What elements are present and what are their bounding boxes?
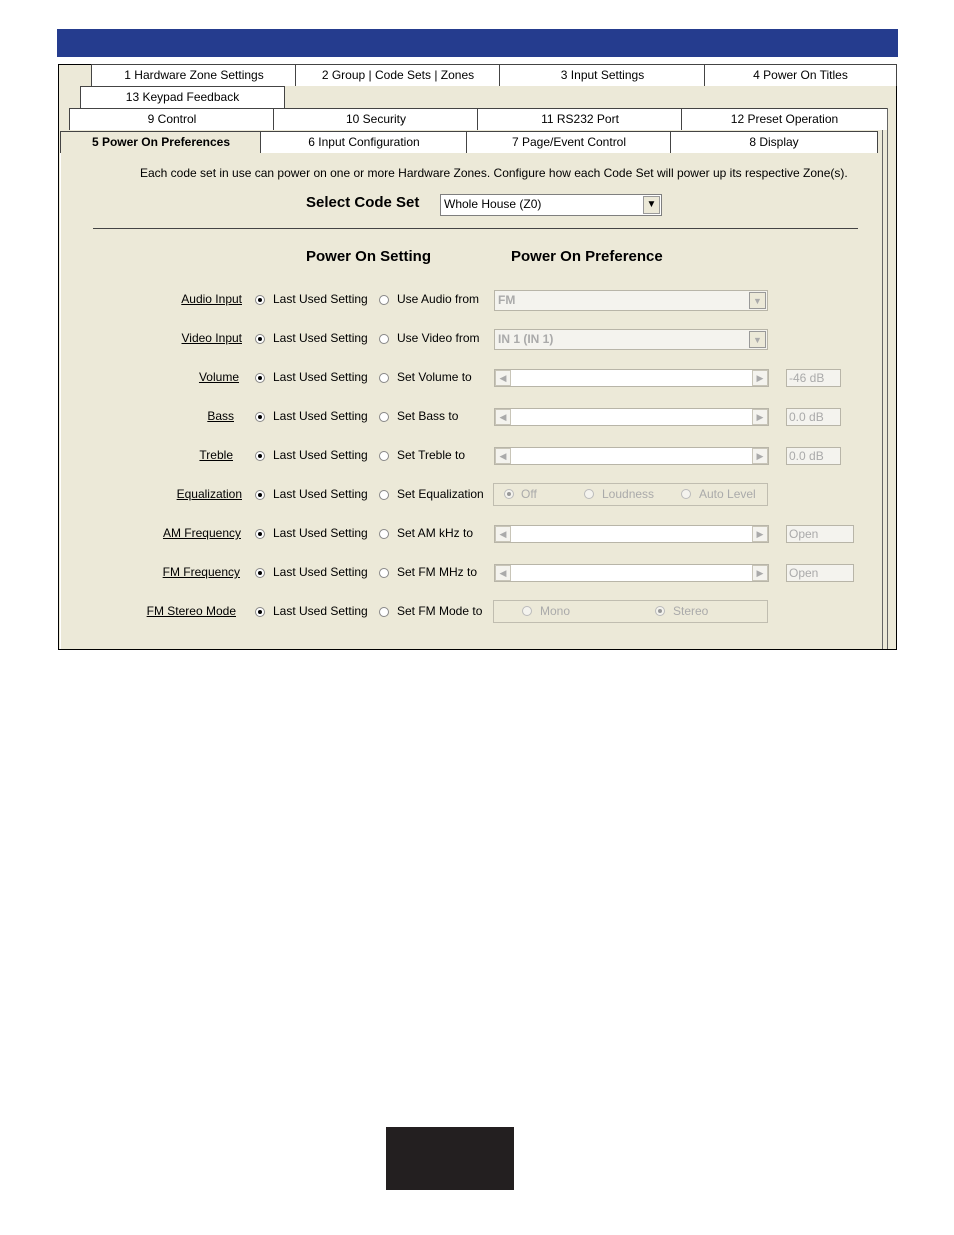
tab-page-event-control[interactable]: 7 Page/Event Control [466, 131, 672, 153]
tab-preset-operation[interactable]: 12 Preset Operation [681, 108, 888, 130]
am-frequency-value: Open [786, 525, 854, 543]
audio-source-select[interactable] [494, 290, 768, 311]
audio-source-value: FM [498, 293, 516, 307]
eq-set-label: Set Equalization [397, 487, 484, 501]
tab-group-code-sets-zones[interactable]: 2 Group | Code Sets | Zones [295, 64, 501, 86]
last-used-label: Last Used Setting [273, 604, 368, 618]
fm-stereo-mode-label: FM Stereo Mode [146, 604, 236, 618]
treble-last-used-radio[interactable] [255, 451, 265, 461]
am-last-used-radio[interactable] [255, 529, 265, 539]
volume-set-label: Set Volume to [397, 370, 472, 384]
video-source-select[interactable] [494, 329, 768, 350]
treble-set-radio[interactable] [379, 451, 389, 461]
video-use-from-radio[interactable] [379, 334, 389, 344]
eq-off-radio[interactable] [504, 489, 514, 499]
tab-display[interactable]: 8 Display [670, 131, 878, 153]
stereo-set-label: Set FM Mode to [397, 604, 483, 618]
tab-keypad-feedback[interactable]: 13 Keypad Feedback [80, 86, 285, 108]
chevron-down-icon[interactable]: ▼ [749, 292, 766, 309]
mono-label: Mono [540, 604, 571, 618]
volume-label: Volume [198, 370, 239, 384]
am-frequency-label: AM Frequency [162, 526, 241, 540]
tab-power-on-titles[interactable]: 4 Power On Titles [704, 64, 897, 86]
fm-frequency-slider[interactable] [494, 564, 769, 582]
arrow-right-icon[interactable]: ▶ [752, 565, 768, 581]
arrow-left-icon[interactable]: ◀ [495, 448, 511, 464]
volume-slider[interactable] [494, 369, 769, 387]
last-used-label: Last Used Setting [273, 487, 368, 501]
video-use-from-label: Use Video from [397, 331, 480, 345]
eq-loudness-label: Loudness [602, 487, 655, 501]
bass-value: 0.0 dB [786, 408, 841, 426]
bass-set-radio[interactable] [379, 412, 389, 422]
tab-input-configuration[interactable]: 6 Input Configuration [260, 131, 468, 153]
bass-last-used-radio[interactable] [255, 412, 265, 422]
fm-set-label: Set FM MHz to [397, 565, 478, 579]
treble-slider[interactable] [494, 447, 769, 465]
fm-frequency-value: Open [786, 564, 854, 582]
video-input-label: Video Input [181, 331, 242, 345]
tab-stack-edge [882, 130, 883, 649]
equalization-label: Equalization [176, 487, 242, 501]
eq-set-radio[interactable] [379, 490, 389, 500]
last-used-label: Last Used Setting [273, 526, 368, 540]
volume-set-radio[interactable] [379, 373, 389, 383]
arrow-right-icon[interactable]: ▶ [752, 409, 768, 425]
last-used-label: Last Used Setting [273, 409, 368, 423]
mono-radio[interactable] [522, 606, 532, 616]
divider [93, 228, 858, 229]
arrow-right-icon[interactable]: ▶ [752, 526, 768, 542]
am-frequency-slider[interactable] [494, 525, 769, 543]
arrow-left-icon[interactable]: ◀ [495, 409, 511, 425]
arrow-left-icon[interactable]: ◀ [495, 565, 511, 581]
stereo-last-used-radio[interactable] [255, 607, 265, 617]
eq-auto-level-radio[interactable] [681, 489, 691, 499]
bass-label: Bass [207, 409, 234, 423]
tab-control[interactable]: 9 Control [69, 108, 275, 130]
tab-hardware-zone-settings[interactable]: 1 Hardware Zone Settings [91, 64, 297, 86]
eq-auto-level-label: Auto Level [699, 487, 756, 501]
treble-label: Treble [199, 448, 233, 462]
code-set-value: Whole House (Z0) [444, 197, 542, 211]
video-last-used-radio[interactable] [255, 334, 265, 344]
tab-rs232-port[interactable]: 11 RS232 Port [477, 108, 683, 130]
code-set-select[interactable] [440, 194, 662, 216]
bass-slider[interactable] [494, 408, 769, 426]
power-on-preference-header: Power On Preference [511, 248, 663, 265]
arrow-left-icon[interactable]: ◀ [495, 526, 511, 542]
bass-set-label: Set Bass to [397, 409, 459, 423]
power-on-setting-header: Power On Setting [306, 248, 432, 265]
audio-use-from-radio[interactable] [379, 295, 389, 305]
arrow-left-icon[interactable]: ◀ [495, 370, 511, 386]
last-used-label: Last Used Setting [273, 448, 368, 462]
fm-frequency-label: FM Frequency [162, 565, 240, 579]
stereo-set-radio[interactable] [379, 607, 389, 617]
intro-text: Each code set in use can power on one or more Hardware Zones. Configure how each Code Set will power up its respective Zone(s). [140, 166, 848, 180]
tab-input-settings[interactable]: 3 Input Settings [499, 64, 706, 86]
select-code-set-label: Select Code Set [306, 194, 420, 211]
stereo-label: Stereo [673, 604, 709, 618]
volume-value: -46 dB [786, 369, 841, 387]
tab-stack-edge [887, 108, 888, 649]
page-number-box [386, 1127, 514, 1190]
fm-last-used-radio[interactable] [255, 568, 265, 578]
last-used-label: Last Used Setting [273, 370, 368, 384]
tab-security[interactable]: 10 Security [273, 108, 479, 130]
arrow-right-icon[interactable]: ▶ [752, 370, 768, 386]
title-banner [57, 29, 898, 57]
treble-set-label: Set Treble to [397, 448, 466, 462]
last-used-label: Last Used Setting [273, 292, 368, 306]
video-source-value: IN 1 (IN 1) [498, 332, 554, 346]
eq-last-used-radio[interactable] [255, 490, 265, 500]
stereo-radio[interactable] [655, 606, 665, 616]
audio-use-from-label: Use Audio from [397, 292, 480, 306]
arrow-right-icon[interactable]: ▶ [752, 448, 768, 464]
tab-power-on-preferences[interactable]: 5 Power On Preferences [60, 131, 262, 154]
am-set-radio[interactable] [379, 529, 389, 539]
treble-value: 0.0 dB [786, 447, 841, 465]
eq-loudness-radio[interactable] [584, 489, 594, 499]
chevron-down-icon[interactable]: ▼ [643, 196, 660, 214]
fm-mode-options-group [493, 600, 768, 623]
last-used-label: Last Used Setting [273, 331, 368, 345]
audio-input-label: Audio Input [181, 292, 242, 306]
am-set-label: Set AM kHz to [397, 526, 474, 540]
volume-last-used-radio[interactable] [255, 373, 265, 383]
eq-off-label: Off [521, 487, 537, 501]
audio-last-used-radio[interactable] [255, 295, 265, 305]
chevron-down-icon[interactable]: ▼ [749, 331, 766, 348]
last-used-label: Last Used Setting [273, 565, 368, 579]
fm-set-radio[interactable] [379, 568, 389, 578]
